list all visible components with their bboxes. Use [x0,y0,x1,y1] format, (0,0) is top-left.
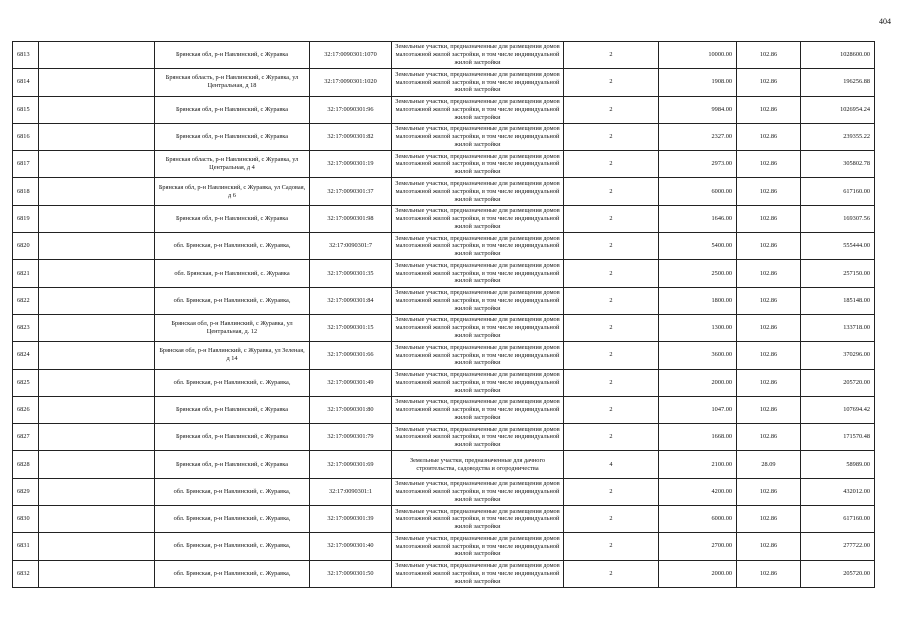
cell-cadastral-number: 32:17:0090301:1 [310,478,392,505]
cell-blank [39,396,155,423]
cell-cadastral-value: 1028600.00 [801,42,875,69]
cell-land-category: Земельные участки, предназначенные для размещения домов малоэтажной жилой застройки, в том числе индивидуальной жилой застройки [392,424,564,451]
cell-cadastral-number: 32:17:0090301:96 [310,96,392,123]
cell-address: обл. Брянская, р-н Навлинский, с. Журавка, [155,287,310,314]
cell-group: 2 [564,96,659,123]
table-row [13,451,875,478]
cell-blank [39,533,155,560]
cell-rate: 102.86 [737,260,801,287]
table-row [13,151,875,178]
cell-area: 2100.00 [659,451,737,478]
cell-group: 2 [564,342,659,369]
cell-rate: 102.86 [737,69,801,96]
cell-group: 2 [564,533,659,560]
cell-cadastral-number: 32:17:0090301:19 [310,151,392,178]
cell-cadastral-value: 555444.00 [801,233,875,260]
cell-group: 2 [564,396,659,423]
cell-index: 6818 [13,178,39,205]
cell-land-category: Земельные участки, предназначенные для размещения домов малоэтажной жилой застройки, в том числе индивидуальной жилой застройки [392,123,564,150]
cell-address: обл. Брянская, р-н Навлинский, с. Журавка, [155,233,310,260]
cell-area: 2500.00 [659,260,737,287]
cell-land-category: Земельные участки, предназначенные для дачного строительства, садоводства и огородничества [392,451,564,478]
cell-address: Брянская область, р-н Навлинский, с Журавка, ул Центральная, д 18 [155,69,310,96]
page-number: 404 [879,17,891,26]
cell-area: 2327.00 [659,123,737,150]
cell-land-category: Земельные участки, предназначенные для размещения домов малоэтажной жилой застройки, в том числе индивидуальной жилой застройки [392,96,564,123]
table-row [13,260,875,287]
cell-rate: 102.86 [737,478,801,505]
cell-rate: 102.86 [737,287,801,314]
table-row [13,533,875,560]
cell-cadastral-value: 305802.78 [801,151,875,178]
cell-address: Брянская обл, р-н Навлинский, с Журавка [155,42,310,69]
table-row [13,506,875,533]
cell-index: 6828 [13,451,39,478]
cell-area: 1800.00 [659,287,737,314]
cell-cadastral-number: 32:17:0090301:7 [310,233,392,260]
cell-index: 6814 [13,69,39,96]
cell-cadastral-value: 205720.00 [801,369,875,396]
cell-address: обл. Брянская, р-н Навлинский, с. Журавка [155,260,310,287]
cell-cadastral-value: 1026954.24 [801,96,875,123]
cell-rate: 102.86 [737,369,801,396]
cell-group: 2 [564,233,659,260]
table-row [13,560,875,587]
cell-land-category: Земельные участки, предназначенные для размещения домов малоэтажной жилой застройки, в том числе индивидуальной жилой застройки [392,369,564,396]
cell-address: обл. Брянская, р-н Навлинский, с. Журавка, [155,478,310,505]
cell-rate: 102.86 [737,96,801,123]
cell-area: 1908.00 [659,69,737,96]
cell-cadastral-value: 205720.00 [801,560,875,587]
cell-rate: 102.86 [737,424,801,451]
cell-index: 6823 [13,314,39,341]
cell-cadastral-number: 32:17:0090301:66 [310,342,392,369]
cell-index: 6824 [13,342,39,369]
table-row [13,424,875,451]
cell-index: 6827 [13,424,39,451]
cell-blank [39,314,155,341]
cell-blank [39,342,155,369]
cell-cadastral-value: 185148.00 [801,287,875,314]
cell-group: 4 [564,451,659,478]
cell-land-category: Земельные участки, предназначенные для размещения домов малоэтажной жилой застройки, в том числе индивидуальной жилой застройки [392,69,564,96]
table-row [13,42,875,69]
cell-address: Брянская обл, р-н Навлинский, с Журавка [155,96,310,123]
cell-blank [39,506,155,533]
cell-land-category: Земельные участки, предназначенные для размещения домов малоэтажной жилой застройки, в том числе индивидуальной жилой застройки [392,342,564,369]
cell-address: обл. Брянская, р-н Навлинский, с. Журавка, [155,533,310,560]
cell-land-category: Земельные участки, предназначенные для размещения домов малоэтажной жилой застройки, в том числе индивидуальной жилой застройки [392,533,564,560]
table-row [13,123,875,150]
cell-group: 2 [564,123,659,150]
table-row [13,314,875,341]
cell-land-category: Земельные участки, предназначенные для размещения домов малоэтажной жилой застройки, в том числе индивидуальной жилой застройки [392,396,564,423]
cell-cadastral-number: 32:17:0090301:40 [310,533,392,560]
table-row [13,369,875,396]
cell-cadastral-value: 617160.00 [801,506,875,533]
cell-blank [39,451,155,478]
cell-blank [39,560,155,587]
cell-blank [39,478,155,505]
cell-rate: 102.86 [737,533,801,560]
table-row [13,69,875,96]
cell-group: 2 [564,260,659,287]
cell-blank [39,233,155,260]
cell-index: 6821 [13,260,39,287]
cell-index: 6829 [13,478,39,505]
table-row [13,205,875,232]
cell-blank [39,260,155,287]
cell-address: Брянская обл, р-н Навлинский, с Журавка [155,424,310,451]
cell-blank [39,42,155,69]
cell-cadastral-number: 32:17:0090301:39 [310,506,392,533]
cell-blank [39,123,155,150]
cell-area: 3600.00 [659,342,737,369]
cell-index: 6820 [13,233,39,260]
cell-cadastral-number: 32:17:0090301:1020 [310,69,392,96]
cell-land-category: Земельные участки, предназначенные для размещения домов малоэтажной жилой застройки, в том числе индивидуальной жилой застройки [392,205,564,232]
cell-rate: 102.86 [737,233,801,260]
cell-rate: 102.86 [737,506,801,533]
table-row [13,96,875,123]
cell-cadastral-value: 257150.00 [801,260,875,287]
cell-land-category: Земельные участки, предназначенные для размещения домов малоэтажной жилой застройки, в том числе индивидуальной жилой застройки [392,233,564,260]
cell-area: 9984.00 [659,96,737,123]
cell-index: 6816 [13,123,39,150]
cell-group: 2 [564,560,659,587]
cell-area: 6000.00 [659,178,737,205]
cell-group: 2 [564,69,659,96]
cell-group: 2 [564,42,659,69]
cell-index: 6813 [13,42,39,69]
cell-rate: 102.86 [737,178,801,205]
cell-rate: 102.86 [737,342,801,369]
cell-rate: 102.86 [737,314,801,341]
cell-blank [39,151,155,178]
cell-cadastral-value: 107694.42 [801,396,875,423]
cell-land-category: Земельные участки, предназначенные для размещения домов малоэтажной жилой застройки, в том числе индивидуальной жилой застройки [392,314,564,341]
cell-cadastral-value: 171570.48 [801,424,875,451]
cell-cadastral-number: 32:17:0090301:37 [310,178,392,205]
cell-address: Брянская обл, р-н Навлинский, с Журавка [155,205,310,232]
cell-area: 2000.00 [659,369,737,396]
cell-land-category: Земельные участки, предназначенные для размещения домов малоэтажной жилой застройки, в том числе индивидуальной жилой застройки [392,151,564,178]
cell-cadastral-value: 58989.00 [801,451,875,478]
cell-address: Брянская обл, р-н Навлинский, с Журавка [155,396,310,423]
cell-land-category: Земельные участки, предназначенные для размещения домов малоэтажной жилой застройки, в том числе индивидуальной жилой застройки [392,42,564,69]
cell-index: 6815 [13,96,39,123]
cadastral-value-table [12,41,875,588]
cell-cadastral-number: 32:17:0090301:80 [310,396,392,423]
cell-land-category: Земельные участки, предназначенные для размещения домов малоэтажной жилой застройки, в том числе индивидуальной жилой застройки [392,506,564,533]
cell-rate: 28.09 [737,451,801,478]
table-row [13,342,875,369]
cell-cadastral-value: 239355.22 [801,123,875,150]
cell-blank [39,96,155,123]
cell-cadastral-value: 432012.00 [801,478,875,505]
cell-index: 6825 [13,369,39,396]
cell-address: Брянская обл, р-н Навлинский, с Журавка, ул Садовая, д 6 [155,178,310,205]
cell-rate: 102.86 [737,123,801,150]
cell-area: 4200.00 [659,478,737,505]
cell-index: 6826 [13,396,39,423]
cell-group: 2 [564,424,659,451]
cell-area: 2973.00 [659,151,737,178]
cell-land-category: Земельные участки, предназначенные для размещения домов малоэтажной жилой застройки, в том числе индивидуальной жилой застройки [392,178,564,205]
cell-index: 6819 [13,205,39,232]
cell-rate: 102.86 [737,205,801,232]
cell-rate: 102.86 [737,151,801,178]
cell-cadastral-value: 196256.88 [801,69,875,96]
cell-land-category: Земельные участки, предназначенные для размещения домов малоэтажной жилой застройки, в том числе индивидуальной жилой застройки [392,560,564,587]
cell-area: 1646.00 [659,205,737,232]
cell-rate: 102.86 [737,42,801,69]
cell-group: 2 [564,506,659,533]
cell-group: 2 [564,287,659,314]
cell-blank [39,369,155,396]
cell-cadastral-number: 32:17:0090301:98 [310,205,392,232]
cell-cadastral-number: 32:17:0090301:79 [310,424,392,451]
cell-index: 6832 [13,560,39,587]
cell-address: Брянская обл, р-н Навлинский, с Журавка [155,123,310,150]
cell-address: Брянская обл, р-н Навлинский, с Журавка, ул Центральная, д. 12 [155,314,310,341]
cell-land-category: Земельные участки, предназначенные для размещения домов малоэтажной жилой застройки, в том числе индивидуальной жилой застройки [392,478,564,505]
cell-cadastral-value: 370296.00 [801,342,875,369]
cell-address: обл. Брянская, р-н Навлинский, с. Журавка, [155,369,310,396]
cell-land-category: Земельные участки, предназначенные для размещения домов малоэтажной жилой застройки, в том числе индивидуальной жилой застройки [392,287,564,314]
cell-area: 6000.00 [659,506,737,533]
table-row [13,233,875,260]
cell-area: 5400.00 [659,233,737,260]
cell-blank [39,178,155,205]
cell-blank [39,69,155,96]
cell-group: 2 [564,369,659,396]
cell-group: 2 [564,151,659,178]
cell-cadastral-number: 32:17:0090301:69 [310,451,392,478]
cell-area: 1300.00 [659,314,737,341]
cell-address: обл. Брянская, р-н Навлинский, с. Журавка, [155,560,310,587]
cell-address: Брянская обл, р-н Навлинский, с Журавка, ул Зеленая, д 14 [155,342,310,369]
table-row [13,178,875,205]
cell-group: 2 [564,478,659,505]
cell-area: 1668.00 [659,424,737,451]
cell-rate: 102.86 [737,560,801,587]
cell-area: 10000.00 [659,42,737,69]
cell-blank [39,205,155,232]
cell-cadastral-value: 617160.00 [801,178,875,205]
cell-blank [39,287,155,314]
cell-cadastral-value: 133718.00 [801,314,875,341]
table-row [13,287,875,314]
cell-rate: 102.86 [737,396,801,423]
cell-cadastral-number: 32:17:0090301:84 [310,287,392,314]
cell-blank [39,424,155,451]
cell-index: 6817 [13,151,39,178]
cell-land-category: Земельные участки, предназначенные для размещения домов малоэтажной жилой застройки, в том числе индивидуальной жилой застройки [392,260,564,287]
cell-cadastral-number: 32:17:0090301:1070 [310,42,392,69]
cell-cadastral-number: 32:17:0090301:49 [310,369,392,396]
cell-address: Брянская область, р-н Навлинский, с Журавка, ул Центральная, д 4 [155,151,310,178]
cell-cadastral-value: 169307.56 [801,205,875,232]
cell-cadastral-value: 277722.00 [801,533,875,560]
cell-index: 6831 [13,533,39,560]
cell-cadastral-number: 32:17:0090301:35 [310,260,392,287]
cell-group: 2 [564,178,659,205]
table-row [13,396,875,423]
cell-group: 2 [564,314,659,341]
cell-address: Брянская обл, р-н Навлинский, с Журавка [155,451,310,478]
cell-group: 2 [564,205,659,232]
cell-index: 6830 [13,506,39,533]
cell-index: 6822 [13,287,39,314]
cell-cadastral-number: 32:17:0090301:50 [310,560,392,587]
table-row [13,478,875,505]
cell-area: 1047.00 [659,396,737,423]
table-body [13,42,875,588]
cell-area: 2000.00 [659,560,737,587]
cell-cadastral-number: 32:17:0090301:15 [310,314,392,341]
cell-cadastral-number: 32:17:0090301:82 [310,123,392,150]
cell-area: 2700.00 [659,533,737,560]
cell-address: обл. Брянская, р-н Навлинский, с. Журавка, [155,506,310,533]
